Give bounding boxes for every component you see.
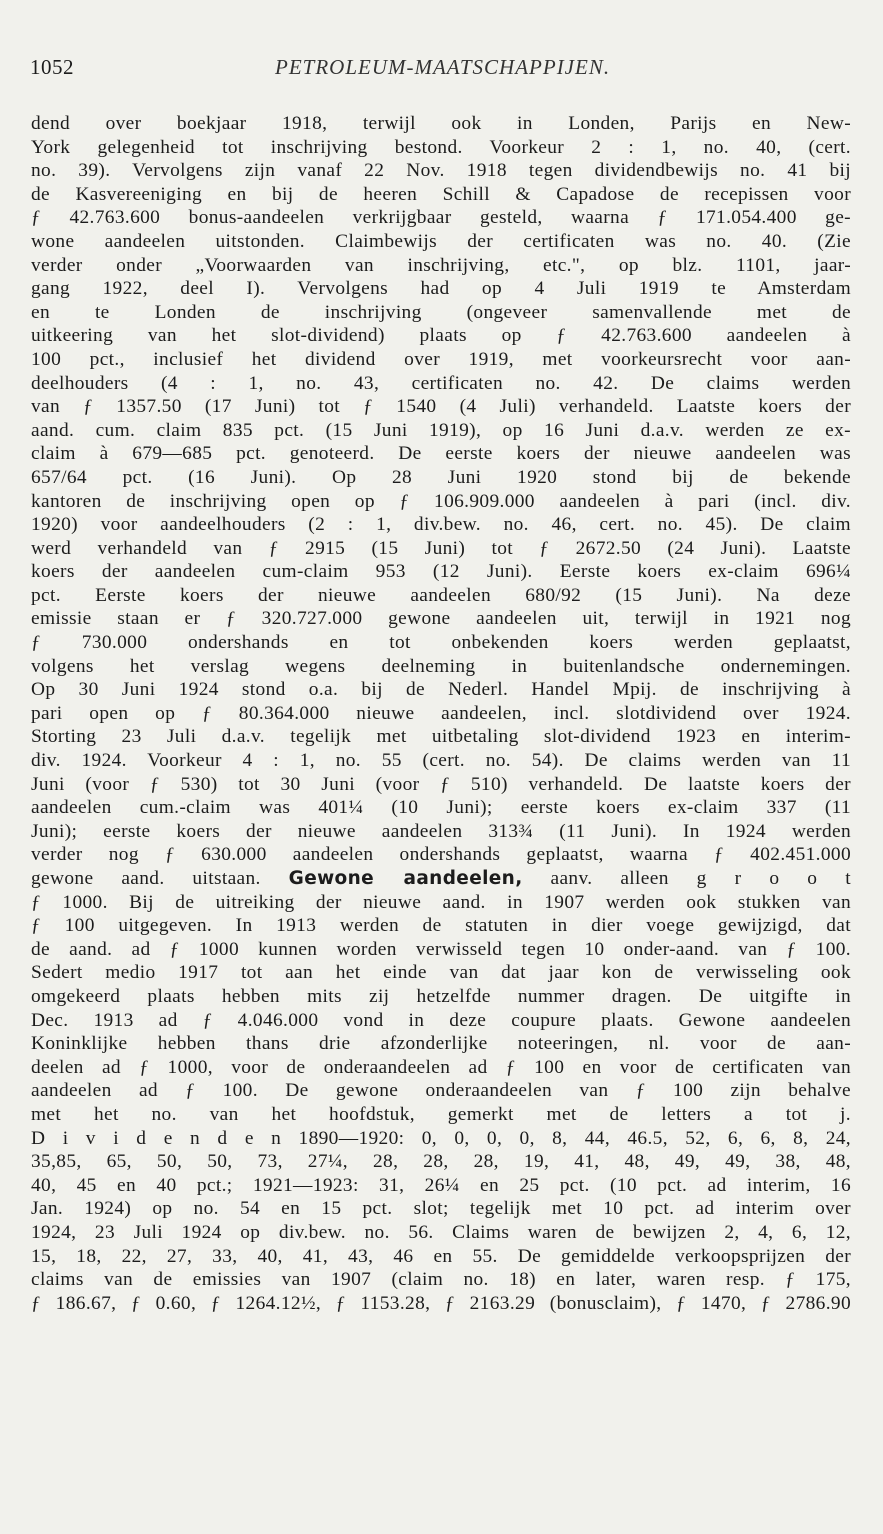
text-line: werd verhandeld van ƒ 2915 (15 Juni) tot ƒ 2672.50 (24 Juni). Laatste xyxy=(31,537,851,559)
text-line: Juni); eerste koers der nieuwe aandeelen 313¾ (11 Juni). In 1924 werden xyxy=(31,820,851,842)
text-line: no. 39). Vervolgens zijn vanaf 22 Nov. 1918 tegen dividendbewijs no. 41 bij xyxy=(31,160,851,182)
text-line: ƒ 730.000 ondershands en tot onbekenden koers werden geplaatst, xyxy=(31,632,851,654)
text-line: 100 pct., inclusief het dividend over 1919, met voorkeursrecht voor aan- xyxy=(31,348,851,370)
text-line: dend over boekjaar 1918, terwijl ook in Londen, Parijs en New- xyxy=(31,113,851,134)
text-line: de aand. ad ƒ 1000 kunnen worden verwisseld tegen 10 onder-aand. van ƒ 100. xyxy=(31,938,851,960)
running-head: PETROLEUM-MAATSCHAPPIJEN. xyxy=(275,55,611,79)
text-line: ƒ 186.67, ƒ 0.60, ƒ 1264.12½, ƒ 1153.28, ƒ 2163.29 (bonusclaim), ƒ 1470, ƒ 2786.90 xyxy=(31,1292,851,1314)
text-line: Koninklijke hebben thans drie afzonderlijke noteeringen, nl. voor de aan- xyxy=(31,1033,851,1055)
text-line: Juni (voor ƒ 530) tot 30 Juni (voor ƒ 510) verhandeld. De laatste koers der xyxy=(31,773,851,795)
text-line: ƒ 1000. Bij de uitreiking der nieuwe aand. in 1907 werden ook stukken van xyxy=(31,891,851,913)
text-line: gang 1922, deel I). Vervolgens had op 4 Juli 1919 te Amsterdam xyxy=(31,278,851,300)
text-line: omgekeerd plaats hebben mits zij hetzelfde nummer dragen. De uitgifte in xyxy=(31,985,851,1007)
text-line: ƒ 100 uitgegeven. In 1913 werden de statuten in dier voege gewijzigd, dat xyxy=(31,915,851,937)
text-line: uitkeering van het slot-dividend) plaats op ƒ 42.763.600 aandeelen à xyxy=(31,325,851,347)
text-line: aandeelen ad ƒ 100. De gewone onderaandeelen van ƒ 100 zijn behalve xyxy=(31,1080,851,1102)
text-line: claims van de emissies van 1907 (claim no. 18) en later, waren resp. ƒ 175, xyxy=(31,1269,851,1291)
body-text xyxy=(31,112,851,1315)
text-line: 35,85, 65, 50, 50, 73, 27¼, 28, 28, 28, 19, 41, 48, 49, 49, 38, 48, xyxy=(31,1151,851,1173)
text-line: Dec. 1913 ad ƒ 4.046.000 vond in deze coupure plaats. Gewone aandeelen xyxy=(31,1009,851,1031)
text-line: gewone aand. uitstaan. Gewone aandeelen, aanv. alleen g r o o t xyxy=(31,868,851,889)
text-line: kantoren de inschrijving open op ƒ 106.909.000 aandeelen à pari (incl. div. xyxy=(31,490,851,512)
text-line: div. 1924. Voorkeur 4 : 1, no. 55 (cert. no. 54). De claims werden van 11 xyxy=(31,750,851,772)
text-line: 657/64 pct. (16 Juni). Op 28 Juni 1920 stond bij de bekende xyxy=(31,466,851,488)
text-line: 1924, 23 Juli 1924 op div.bew. no. 56. Claims waren de bewijzen 2, 4, 6, 12, xyxy=(31,1221,851,1243)
text-line: pari open op ƒ 80.364.000 nieuwe aandeelen, incl. slotdividend over 1924. xyxy=(31,702,851,724)
text-line: Jan. 1924) op no. 54 en 15 pct. slot; tegelijk met 10 pct. ad interim over xyxy=(31,1198,851,1220)
text-line: 15, 18, 22, 27, 33, 40, 41, 43, 46 en 55. De gemiddelde verkoopsprijzen der xyxy=(31,1245,851,1267)
text-line: deelhouders (4 : 1, no. 43, certificaten no. 42. De claims werden xyxy=(31,372,851,394)
text-line: 1920) voor aandeelhouders (2 : 1, div.bew. no. 46, cert. no. 45). De claim xyxy=(31,514,851,536)
text-line: D i v i d e n d e n 1890—1920: 0, 0, 0, 0, 8, 44, 46.5, 52, 6, 6, 8, 24, xyxy=(31,1127,851,1149)
text-line: en te Londen de inschrijving (ongeveer samenvallende met de xyxy=(31,301,851,323)
text-line: pct. Eerste koers der nieuwe aandeelen 680/92 (15 Juni). Na deze xyxy=(31,584,851,606)
text-line: Sedert medio 1917 tot aan het einde van dat jaar kon de verwisseling ook xyxy=(31,962,851,984)
text-line: 40, 45 en 40 pct.; 1921—1923: 31, 26¼ en 25 pct. (10 pct. ad interim, 16 xyxy=(31,1174,851,1196)
text-line: emissie staan er ƒ 320.727.000 gewone aandeelen uit, terwijl in 1921 nog xyxy=(31,608,851,630)
text-line: volgens het verslag wegens deelneming in buitenlandsche ondernemingen. xyxy=(31,655,851,677)
text-line: van ƒ 1357.50 (17 Juni) tot ƒ 1540 (4 Juli) verhandeld. Laatste koers der xyxy=(31,396,851,418)
text-line: de Kasvereeniging en bij de heeren Schill & Capadose de recepissen voor xyxy=(31,183,851,205)
text-line: York gelegenheid tot inschrijving bestond. Voorkeur 2 : 1, no. 40, (cert. xyxy=(31,136,851,158)
text-line: verder onder „Voorwaarden van inschrijving, etc.", op blz. 1101, jaar- xyxy=(31,254,851,276)
text-line: claim à 679—685 pct. genoteerd. De eerste koers der nieuwe aandeelen was xyxy=(31,443,851,465)
section-keyword: Gewone aandeelen, xyxy=(288,868,523,889)
text-line: aand. cum. claim 835 pct. (15 Juni 1919), op 16 Juni d.a.v. werden ze ex- xyxy=(31,419,851,441)
text-line: koers der aandeelen cum-claim 953 (12 Juni). Eerste koers ex-claim 696¼ xyxy=(31,561,851,583)
text-line: deelen ad ƒ 1000, voor de onderaandeelen ad ƒ 100 en voor de certificaten van xyxy=(31,1056,851,1078)
text-line: aandeelen cum.-claim was 401¼ (10 Juni); eerste koers ex-claim 337 (11 xyxy=(31,797,851,819)
page-number: 1052 xyxy=(30,55,74,79)
text-line: ƒ 42.763.600 bonus-aandeelen verkrijgbaar gesteld, waarna ƒ 171.054.400 ge- xyxy=(31,207,851,229)
text-line: verder nog ƒ 630.000 aandeelen ondershands geplaatst, waarna ƒ 402.451.000 xyxy=(31,844,851,866)
page-header xyxy=(30,55,855,89)
text-line: met het no. van het hoofdstuk, gemerkt met de letters a tot j. xyxy=(31,1103,851,1125)
text-line: wone aandeelen uitstonden. Claimbewijs der certificaten was no. 40. (Zie xyxy=(31,230,851,252)
text-line: Storting 23 Juli d.a.v. tegelijk met uitbetaling slot-dividend 1923 en interim- xyxy=(31,726,851,748)
text-line: Op 30 Juni 1924 stond o.a. bij de Nederl. Handel Mpij. de inschrijving à xyxy=(31,679,851,701)
